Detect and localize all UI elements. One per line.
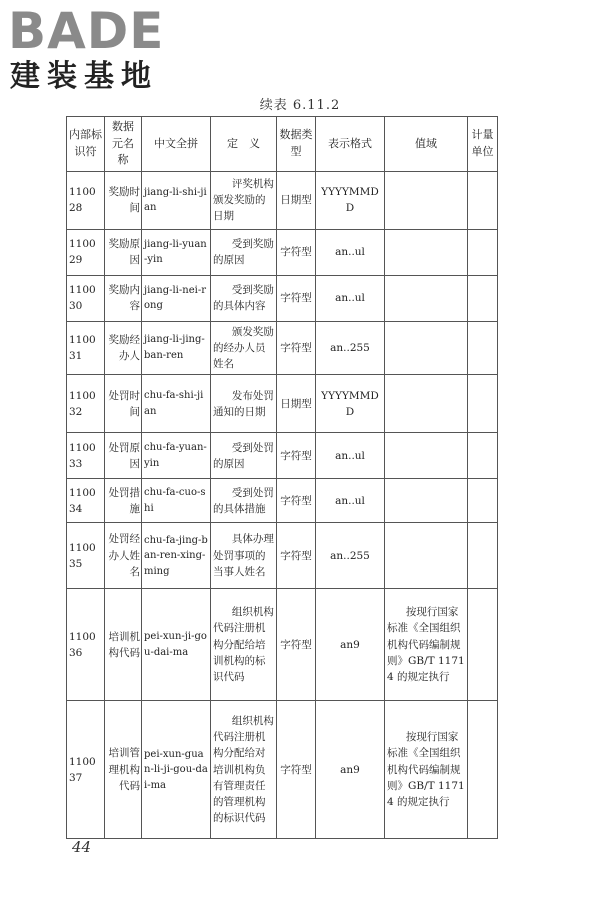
header-cell: 中文全拼 [142, 117, 211, 172]
cell-name: 培训管理机构代码 [105, 701, 142, 839]
cell-pinyin: jiang-li-nei-rong [142, 275, 211, 321]
cell-unit [468, 275, 498, 321]
cell-type: 日期型 [277, 171, 316, 229]
cell-definition: 受到处罚的具体措施 [211, 479, 277, 523]
cell-format: YYYYMMDD [316, 375, 385, 433]
cell-type: 字符型 [277, 433, 316, 479]
cell-pinyin: jiang-li-shi-jian [142, 171, 211, 229]
table-row [67, 433, 498, 479]
cell-unit [468, 523, 498, 589]
logo-subtitle: 建装基地 [10, 59, 158, 94]
cell-definition: 评奖机构颁发奖励的日期 [211, 171, 277, 229]
cell-pinyin: pei-xun-ji-gou-dai-ma [142, 589, 211, 701]
cell-pinyin: chu-fa-yuan-yin [142, 433, 211, 479]
table-row [67, 701, 498, 839]
cell-definition: 受到处罚的原因 [211, 433, 277, 479]
cell-id: 110035 [67, 523, 105, 589]
cell-format: YYYYMMDD [316, 171, 385, 229]
cell-format: an..ul [316, 433, 385, 479]
cell-format: an9 [316, 701, 385, 839]
cell-range [385, 171, 468, 229]
cell-unit [468, 479, 498, 523]
cell-pinyin: jiang-li-jing-ban-ren [142, 321, 211, 375]
cell-unit [468, 589, 498, 701]
page-number: 44 [72, 838, 92, 856]
cell-format: an9 [316, 589, 385, 701]
cell-id: 110031 [67, 321, 105, 375]
cell-pinyin: jiang-li-yuan-yin [142, 229, 211, 275]
cell-id: 110032 [67, 375, 105, 433]
cell-definition: 具体办理处罚事项的当事人姓名 [211, 523, 277, 589]
cell-name: 奖励内容 [105, 275, 142, 321]
cell-format: an..ul [316, 479, 385, 523]
cell-range [385, 375, 468, 433]
data-element-table [66, 116, 498, 839]
cell-range [385, 479, 468, 523]
cell-definition: 组织机构代码注册机构分配给对培训机构负有管理责任的管理机构的标识代码 [211, 701, 277, 839]
cell-type: 字符型 [277, 479, 316, 523]
cell-range [385, 321, 468, 375]
cell-type: 字符型 [277, 275, 316, 321]
cell-name: 处罚时间 [105, 375, 142, 433]
cell-name: 奖励经办人 [105, 321, 142, 375]
logo-brand: BADE [8, 2, 165, 60]
table-row [67, 321, 498, 375]
table-row [67, 589, 498, 701]
cell-pinyin: chu-fa-jing-ban-ren-xing-ming [142, 523, 211, 589]
cell-name: 培训机构代码 [105, 589, 142, 701]
cell-range [385, 433, 468, 479]
table-row [67, 479, 498, 523]
cell-range [385, 275, 468, 321]
table-title: 续表 6.11.2 [259, 98, 341, 113]
header-cell: 数据类型 [277, 117, 316, 172]
cell-unit [468, 433, 498, 479]
cell-name: 处罚原因 [105, 433, 142, 479]
cell-type: 日期型 [277, 375, 316, 433]
cell-format: an..255 [316, 523, 385, 589]
header-cell: 定 义 [211, 117, 277, 172]
cell-format: an..255 [316, 321, 385, 375]
cell-format: an..ul [316, 275, 385, 321]
cell-definition: 组织机构代码注册机构分配给培训机构的标识代码 [211, 589, 277, 701]
cell-unit [468, 171, 498, 229]
cell-id: 110029 [67, 229, 105, 275]
cell-id: 110030 [67, 275, 105, 321]
cell-pinyin: chu-fa-shi-jian [142, 375, 211, 433]
table-row [67, 171, 498, 229]
cell-id: 110036 [67, 589, 105, 701]
cell-id: 110037 [67, 701, 105, 839]
cell-definition: 受到奖励的具体内容 [211, 275, 277, 321]
cell-range [385, 523, 468, 589]
table-row [67, 523, 498, 589]
cell-unit [468, 375, 498, 433]
cell-type: 字符型 [277, 701, 316, 839]
cell-range [385, 229, 468, 275]
cell-definition: 受到奖励的原因 [211, 229, 277, 275]
header-row [67, 117, 498, 172]
cell-type: 字符型 [277, 589, 316, 701]
cell-pinyin: chu-fa-cuo-shi [142, 479, 211, 523]
cell-type: 字符型 [277, 321, 316, 375]
cell-name: 奖励时间 [105, 171, 142, 229]
cell-range: 按现行国家标准《全国组织机构代码编制规则》GB/T 11714 的规定执行 [385, 589, 468, 701]
cell-name: 处罚经办人姓名 [105, 523, 142, 589]
table-row [67, 229, 498, 275]
cell-definition: 发布处罚通知的日期 [211, 375, 277, 433]
cell-id: 110034 [67, 479, 105, 523]
cell-definition: 颁发奖励的经办人员姓名 [211, 321, 277, 375]
header-cell: 计量单位 [468, 117, 498, 172]
cell-pinyin: pei-xun-guan-li-ji-gou-dai-ma [142, 701, 211, 839]
logo [8, 4, 183, 96]
header-cell: 内部标识符 [67, 117, 105, 172]
cell-id: 110028 [67, 171, 105, 229]
cell-name: 处罚措施 [105, 479, 142, 523]
table-row [67, 375, 498, 433]
cell-range: 按现行国家标准《全国组织机构代码编制规则》GB/T 11714 的规定执行 [385, 701, 468, 839]
cell-name: 奖励原因 [105, 229, 142, 275]
cell-unit [468, 701, 498, 839]
cell-type: 字符型 [277, 229, 316, 275]
header-cell: 表示格式 [316, 117, 385, 172]
cell-unit [468, 321, 498, 375]
cell-unit [468, 229, 498, 275]
cell-type: 字符型 [277, 523, 316, 589]
table-row [67, 275, 498, 321]
cell-format: an..ul [316, 229, 385, 275]
cell-id: 110033 [67, 433, 105, 479]
header-cell: 值域 [385, 117, 468, 172]
header-cell: 数据元名称 [105, 117, 142, 172]
